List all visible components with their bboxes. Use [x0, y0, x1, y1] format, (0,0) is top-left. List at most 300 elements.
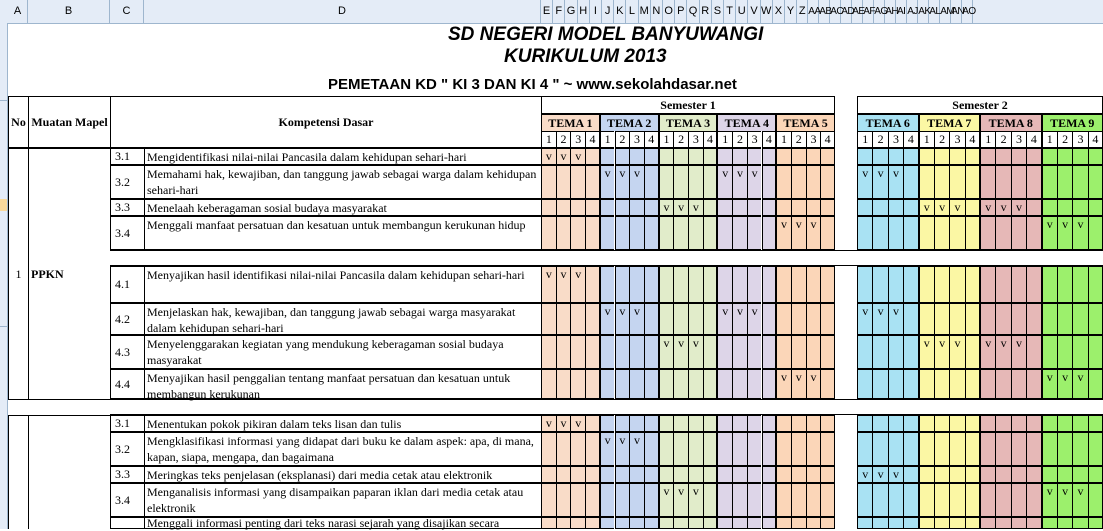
- week-cell: v: [600, 432, 615, 466]
- week-cell: [762, 517, 777, 529]
- week-cell: [629, 266, 644, 303]
- week-cell: [806, 165, 821, 199]
- week-cell: [556, 483, 571, 517]
- row-header-divider: [0, 100, 7, 101]
- column-header-r[interactable]: R: [700, 0, 712, 23]
- column-header-ad[interactable]: AD: [841, 0, 852, 23]
- week-cell: [1042, 148, 1057, 165]
- week-cell: [965, 369, 980, 399]
- week-cell: [1042, 335, 1057, 369]
- column-header-aa[interactable]: AA: [808, 0, 819, 23]
- column-header-v[interactable]: V: [748, 0, 760, 23]
- week-cell: [629, 415, 644, 432]
- week-cell: [934, 266, 949, 303]
- kd-code: 3.2: [110, 432, 144, 466]
- week-header: 4: [703, 131, 718, 148]
- week-header: 2: [556, 131, 571, 148]
- week-cell: [995, 466, 1010, 483]
- week-cell: [919, 303, 934, 335]
- week-cell: v: [717, 165, 732, 199]
- week-cell: [703, 148, 718, 165]
- week-cell: v: [888, 303, 903, 335]
- week-cell: [762, 303, 777, 335]
- week-cell: [1026, 266, 1041, 303]
- week-cell: [762, 432, 777, 466]
- week-cell: [888, 483, 903, 517]
- week-cell: v: [806, 369, 821, 399]
- week-cell: [980, 266, 995, 303]
- week-cell: [903, 415, 918, 432]
- column-header-ae[interactable]: AE: [852, 0, 863, 23]
- theme-header-3: TEMA 3: [659, 114, 718, 131]
- week-cell: [747, 369, 762, 399]
- kd-description: Menyelenggarakan kegiatan yang mendukung keberagaman sosial budaya masyarakat: [144, 335, 541, 369]
- theme-header-4: TEMA 4: [717, 114, 776, 131]
- week-cell: [732, 415, 747, 432]
- week-cell: v: [629, 303, 644, 335]
- week-cell: [1088, 335, 1103, 369]
- kd-code: 3.3: [110, 199, 144, 216]
- column-header-ak[interactable]: AK: [918, 0, 929, 23]
- week-cell: [872, 483, 887, 517]
- week-cell: [541, 432, 556, 466]
- week-cell: [995, 148, 1010, 165]
- column-header-i[interactable]: I: [590, 0, 602, 23]
- week-cell: [1026, 369, 1041, 399]
- week-cell: [965, 216, 980, 250]
- row-header-bar: [0, 23, 8, 529]
- week-cell: [776, 432, 791, 466]
- week-cell: [919, 517, 934, 529]
- week-cell: [791, 415, 806, 432]
- column-header-o[interactable]: O: [663, 0, 675, 23]
- week-header: 3: [1011, 131, 1026, 148]
- week-cell: [732, 266, 747, 303]
- theme-header-6: TEMA 6: [857, 114, 919, 131]
- week-cell: v: [688, 483, 703, 517]
- column-header-p[interactable]: P: [675, 0, 687, 23]
- week-cell: [965, 415, 980, 432]
- week-cell: [965, 517, 980, 529]
- week-cell: v: [1042, 483, 1057, 517]
- kd-description: Mengidentifikasi nilai-nilai Pancasila dalam kehidupan sehari-hari: [144, 148, 541, 165]
- kd-code: 3.4: [110, 483, 144, 517]
- week-cell: [1057, 466, 1072, 483]
- week-cell: [732, 432, 747, 466]
- column-header-u[interactable]: U: [736, 0, 748, 23]
- week-cell: [556, 369, 571, 399]
- week-cell: [995, 216, 1010, 250]
- week-header: 1: [717, 131, 732, 148]
- worksheet[interactable]: [8, 24, 1103, 529]
- column-header-c[interactable]: C: [110, 0, 144, 23]
- week-cell: [1042, 165, 1057, 199]
- week-cell: [776, 165, 791, 199]
- week-cell: [570, 432, 585, 466]
- week-cell: [600, 483, 615, 517]
- column-header-l[interactable]: L: [626, 0, 638, 23]
- column-header-ai[interactable]: AI: [896, 0, 907, 23]
- week-cell: [965, 165, 980, 199]
- week-cell: [949, 148, 964, 165]
- column-header-a[interactable]: A: [8, 0, 28, 23]
- week-cell: [644, 432, 659, 466]
- week-cell: [919, 369, 934, 399]
- week-cell: [820, 415, 835, 432]
- week-cell: [995, 266, 1010, 303]
- week-cell: [949, 517, 964, 529]
- week-cell: [806, 415, 821, 432]
- week-cell: [872, 199, 887, 216]
- column-header-ao[interactable]: AO: [962, 0, 973, 23]
- week-cell: [980, 432, 995, 466]
- kd-description: Menelaah keberagaman sosial budaya masyarakat: [144, 199, 541, 216]
- column-header-h[interactable]: H: [578, 0, 590, 23]
- week-cell: [762, 266, 777, 303]
- column-header-ab[interactable]: AB: [819, 0, 830, 23]
- week-cell: [872, 216, 887, 250]
- week-header: 1: [857, 131, 872, 148]
- week-cell: [1026, 517, 1041, 529]
- column-header-aj[interactable]: AJ: [907, 0, 918, 23]
- week-cell: [791, 517, 806, 529]
- column-header-ag[interactable]: AG: [874, 0, 885, 23]
- week-cell: [820, 148, 835, 165]
- column-header-an[interactable]: AN: [951, 0, 962, 23]
- week-cell: [1057, 415, 1072, 432]
- week-cell: v: [919, 335, 934, 369]
- week-header: 3: [888, 131, 903, 148]
- selected-row-marker: [0, 199, 7, 211]
- week-cell: [776, 466, 791, 483]
- week-cell: [888, 415, 903, 432]
- week-cell: [615, 148, 630, 165]
- week-cell: [747, 483, 762, 517]
- week-cell: [857, 266, 872, 303]
- week-cell: [747, 432, 762, 466]
- week-cell: [903, 216, 918, 250]
- week-cell: v: [659, 483, 674, 517]
- week-header: 1: [1042, 131, 1057, 148]
- week-cell: v: [615, 432, 630, 466]
- kd-description: Menganalisis informasi yang disampaikan paparan iklan dari media cetak atau elektronik: [144, 483, 541, 517]
- kd-code: 4.4: [110, 369, 144, 399]
- subject-name: [28, 415, 110, 529]
- column-header-e[interactable]: E: [541, 0, 553, 23]
- week-cell: [673, 466, 688, 483]
- column-header-f[interactable]: F: [553, 0, 565, 23]
- week-cell: [629, 199, 644, 216]
- week-cell: [1026, 216, 1041, 250]
- week-cell: [644, 199, 659, 216]
- week-cell: [820, 369, 835, 399]
- week-cell: [703, 335, 718, 369]
- week-cell: [857, 199, 872, 216]
- week-cell: [1011, 303, 1026, 335]
- week-cell: [1057, 165, 1072, 199]
- theme-header-1: TEMA 1: [541, 114, 600, 131]
- week-cell: [965, 199, 980, 216]
- week-cell: [791, 199, 806, 216]
- column-header-g[interactable]: G: [565, 0, 577, 23]
- week-cell: [717, 335, 732, 369]
- week-cell: [1072, 148, 1087, 165]
- week-cell: [995, 369, 1010, 399]
- week-cell: [903, 165, 918, 199]
- week-cell: [556, 303, 571, 335]
- week-cell: [1088, 165, 1103, 199]
- week-cell: [776, 303, 791, 335]
- week-cell: [888, 266, 903, 303]
- week-cell: [644, 517, 659, 529]
- week-cell: [747, 148, 762, 165]
- week-cell: [600, 148, 615, 165]
- week-cell: [717, 415, 732, 432]
- week-cell: v: [1072, 369, 1087, 399]
- week-cell: [1088, 432, 1103, 466]
- week-cell: [747, 335, 762, 369]
- week-cell: [919, 432, 934, 466]
- week-cell: v: [1057, 483, 1072, 517]
- week-cell: [980, 369, 995, 399]
- week-cell: [1026, 199, 1041, 216]
- week-cell: [934, 432, 949, 466]
- week-cell: [585, 517, 600, 529]
- week-cell: [762, 199, 777, 216]
- week-cell: v: [934, 199, 949, 216]
- week-cell: [888, 148, 903, 165]
- week-cell: [615, 369, 630, 399]
- column-header-q[interactable]: Q: [687, 0, 699, 23]
- week-cell: [762, 369, 777, 399]
- week-cell: [806, 199, 821, 216]
- week-cell: [919, 216, 934, 250]
- week-header: 3: [570, 131, 585, 148]
- kd-description: Meringkas teks penjelasan (eksplanasi) dari media cetak atau elektronik: [144, 466, 541, 483]
- week-cell: [644, 216, 659, 250]
- week-cell: [1057, 517, 1072, 529]
- kd-code: 3.1: [110, 148, 144, 165]
- week-cell: v: [1072, 216, 1087, 250]
- column-header-j[interactable]: J: [602, 0, 614, 23]
- column-header-n[interactable]: N: [651, 0, 663, 23]
- week-cell: [949, 303, 964, 335]
- week-cell: v: [776, 216, 791, 250]
- week-cell: [903, 369, 918, 399]
- week-cell: [820, 517, 835, 529]
- week-cell: [747, 199, 762, 216]
- week-cell: v: [541, 415, 556, 432]
- week-cell: [1072, 335, 1087, 369]
- week-cell: [1011, 483, 1026, 517]
- week-cell: [919, 266, 934, 303]
- week-cell: [965, 483, 980, 517]
- week-cell: [1057, 432, 1072, 466]
- week-cell: [820, 483, 835, 517]
- week-cell: [600, 466, 615, 483]
- week-cell: [995, 483, 1010, 517]
- week-cell: [903, 266, 918, 303]
- column-header-s[interactable]: S: [712, 0, 724, 23]
- week-cell: [903, 466, 918, 483]
- kd-code: 3.2: [110, 165, 144, 199]
- week-cell: v: [659, 199, 674, 216]
- week-cell: [570, 369, 585, 399]
- column-header-x[interactable]: X: [773, 0, 785, 23]
- column-header-w[interactable]: W: [761, 0, 773, 23]
- week-cell: [934, 148, 949, 165]
- week-header: 2: [791, 131, 806, 148]
- week-cell: [888, 432, 903, 466]
- week-cell: [949, 369, 964, 399]
- column-header-y[interactable]: Y: [785, 0, 797, 23]
- week-cell: [629, 483, 644, 517]
- week-header: 4: [644, 131, 659, 148]
- column-header-al[interactable]: AL: [929, 0, 940, 23]
- week-cell: [1011, 517, 1026, 529]
- week-cell: [919, 483, 934, 517]
- week-cell: [872, 335, 887, 369]
- week-cell: [1026, 148, 1041, 165]
- week-cell: [1011, 369, 1026, 399]
- week-cell: [762, 216, 777, 250]
- column-header-k[interactable]: K: [614, 0, 626, 23]
- kd-code: 4.2: [110, 303, 144, 335]
- kd-code: 3.1: [110, 415, 144, 432]
- week-header: 2: [872, 131, 887, 148]
- week-header: 4: [1026, 131, 1041, 148]
- week-cell: v: [747, 303, 762, 335]
- week-cell: v: [934, 335, 949, 369]
- week-cell: [688, 303, 703, 335]
- week-cell: [732, 335, 747, 369]
- week-cell: [872, 415, 887, 432]
- week-cell: v: [1042, 369, 1057, 399]
- column-header-ah[interactable]: AH: [885, 0, 896, 23]
- week-cell: [980, 165, 995, 199]
- week-cell: [585, 216, 600, 250]
- week-cell: v: [717, 303, 732, 335]
- week-cell: v: [980, 335, 995, 369]
- week-cell: [585, 165, 600, 199]
- kd-description: Menggali informasi penting dari teks narasi sejarah yang disajikan secara: [144, 517, 541, 529]
- week-cell: [857, 483, 872, 517]
- column-header-am[interactable]: AM: [940, 0, 951, 23]
- week-cell: v: [949, 199, 964, 216]
- week-cell: [903, 303, 918, 335]
- week-cell: [615, 466, 630, 483]
- week-cell: [872, 432, 887, 466]
- week-cell: [762, 415, 777, 432]
- week-header: 2: [995, 131, 1010, 148]
- week-cell: v: [980, 199, 995, 216]
- week-cell: [1011, 432, 1026, 466]
- week-cell: [949, 432, 964, 466]
- week-cell: [703, 266, 718, 303]
- theme-header-5: TEMA 5: [776, 114, 835, 131]
- week-cell: [570, 466, 585, 483]
- week-cell: [872, 266, 887, 303]
- week-cell: [644, 148, 659, 165]
- kd-description: Mengklasifikasi informasi yang didapat dari buku ke dalam aspek: apa, di mana, kapan, siapa, mengapa, dan bagaimana: [144, 432, 541, 466]
- column-header-b[interactable]: B: [28, 0, 110, 23]
- week-cell: [1088, 466, 1103, 483]
- week-cell: [1057, 266, 1072, 303]
- week-cell: [1057, 148, 1072, 165]
- week-cell: [1011, 266, 1026, 303]
- week-cell: v: [776, 369, 791, 399]
- week-cell: v: [570, 266, 585, 303]
- week-cell: [659, 432, 674, 466]
- week-header: 3: [688, 131, 703, 148]
- week-cell: [673, 432, 688, 466]
- column-header-bar: [0, 0, 1103, 24]
- week-cell: [1026, 466, 1041, 483]
- week-cell: [934, 165, 949, 199]
- week-cell: [980, 483, 995, 517]
- week-cell: [688, 432, 703, 466]
- week-cell: [600, 517, 615, 529]
- week-cell: [995, 517, 1010, 529]
- week-cell: [1042, 466, 1057, 483]
- column-header-af[interactable]: AF: [863, 0, 874, 23]
- week-cell: [1011, 148, 1026, 165]
- week-cell: v: [600, 303, 615, 335]
- week-cell: v: [1072, 483, 1087, 517]
- week-cell: [1088, 303, 1103, 335]
- week-cell: [673, 369, 688, 399]
- week-cell: v: [1011, 335, 1026, 369]
- week-cell: v: [659, 335, 674, 369]
- week-cell: v: [872, 165, 887, 199]
- week-cell: [806, 466, 821, 483]
- week-cell: [857, 517, 872, 529]
- column-header-d[interactable]: D: [144, 0, 541, 23]
- week-cell: [570, 335, 585, 369]
- week-header: 3: [949, 131, 964, 148]
- week-cell: [857, 335, 872, 369]
- week-cell: v: [857, 303, 872, 335]
- week-cell: [965, 303, 980, 335]
- week-cell: [717, 216, 732, 250]
- week-cell: [747, 216, 762, 250]
- week-cell: v: [556, 415, 571, 432]
- column-header-ac[interactable]: AC: [830, 0, 841, 23]
- week-cell: [888, 199, 903, 216]
- week-header: 2: [934, 131, 949, 148]
- week-cell: v: [629, 432, 644, 466]
- week-cell: [585, 415, 600, 432]
- week-cell: [688, 517, 703, 529]
- week-cell: [585, 483, 600, 517]
- week-cell: [1072, 199, 1087, 216]
- week-cell: [888, 335, 903, 369]
- week-cell: [703, 432, 718, 466]
- week-cell: [965, 266, 980, 303]
- week-cell: [541, 335, 556, 369]
- week-cell: [717, 148, 732, 165]
- column-header-z[interactable]: Z: [797, 0, 808, 23]
- column-header-m[interactable]: M: [639, 0, 651, 23]
- week-cell: v: [541, 148, 556, 165]
- week-cell: v: [1057, 216, 1072, 250]
- week-cell: [703, 216, 718, 250]
- week-cell: [541, 483, 556, 517]
- week-cell: [629, 466, 644, 483]
- week-cell: [995, 415, 1010, 432]
- column-header-t[interactable]: T: [724, 0, 736, 23]
- week-cell: [888, 369, 903, 399]
